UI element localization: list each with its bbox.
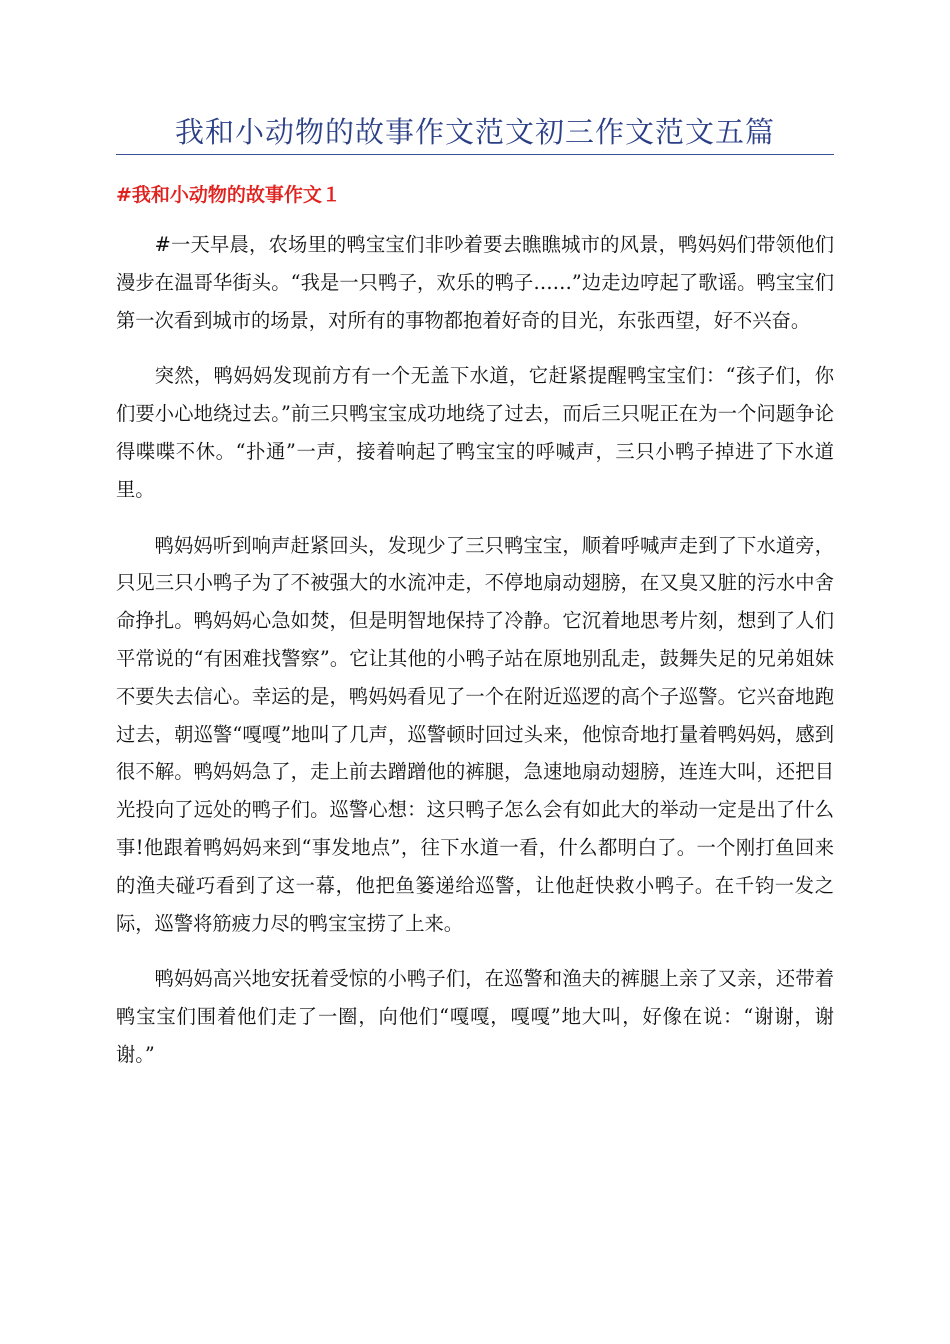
section-heading: #我和小动物的故事作文１ — [116, 184, 341, 206]
paragraph-1: #一天早晨，农场里的鸭宝宝们非吵着要去瞧瞧城市的风景，鸭妈妈们带领他们漫步在温哥华街头。“我是一只鸭子，欢乐的鸭子……”边走边哼起了歌谣。鸭宝宝们第一次看到城市的场景，对所有的事物都抱着好奇的目光，东张西望，好不兴奋。 — [116, 233, 834, 332]
paragraph-2: 突然，鸭妈妈发现前方有一个无盖下水道，它赶紧提醒鸭宝宝们：“孩子们，你们要小心地绕过去。”前三只鸭宝宝成功地绕了过去，而后三只呢正在为一个问题争论得喋喋不休。“扑通”一声，接着响起了鸭宝宝的呼喊声，三只小鸭子掉进了下水道里。 — [116, 364, 834, 501]
title-underline — [116, 154, 834, 155]
paragraph-4: 鸭妈妈高兴地安抚着受惊的小鸭子们，在巡警和渔夫的裤腿上亲了又亲，还带着鸭宝宝们围着他们走了一圈，向他们“嘎嘎，嘎嘎”地大叫，好像在说：“谢谢，谢谢。” — [116, 967, 834, 1066]
paragraph-3: 鸭妈妈听到响声赶紧回头，发现少了三只鸭宝宝，顺着呼喊声走到了下水道旁，只见三只小鸭子为了不被强大的水流冲走，不停地扇动翅膀，在又臭又脏的污水中舍命挣扎。鸭妈妈心急如焚，但是明智地保持了冷静。它沉着地思考片刻，想到了人们平常说的“有困难找警察”。它让其他的小鸭子站在原地别乱走，鼓舞失足的兄弟姐妹不要失去信心。幸运的是，鸭妈妈看见了一个在附近巡逻的高个子巡警。它兴奋地跑过去，朝巡警“嘎嘎”地叫了几声，巡警顿时回过头来，他惊奇地打量着鸭妈妈，感到很不解。鸭妈妈急了，走上前去蹭蹭他的裤腿，急速地扇动翅膀，连连大叫，还把目光投向了远处的鸭子们。巡警心想：这只鸭子怎么会有如此大的举动一定是出了什么事!他跟着鸭妈妈来到“事发地点”，往下水道一看，什么都明白了。一个刚打鱼回来的渔夫碰巧看到了这一幕，他把鱼篓递给巡警，让他赶快救小鸭子。在千钧一发之际，巡警将筋疲力尽的鸭宝宝捞了上来。 — [116, 533, 834, 935]
article-body — [116, 226, 834, 1092]
document-title: 我和小动物的故事作文范文初三作文范文五篇 — [174, 115, 775, 149]
